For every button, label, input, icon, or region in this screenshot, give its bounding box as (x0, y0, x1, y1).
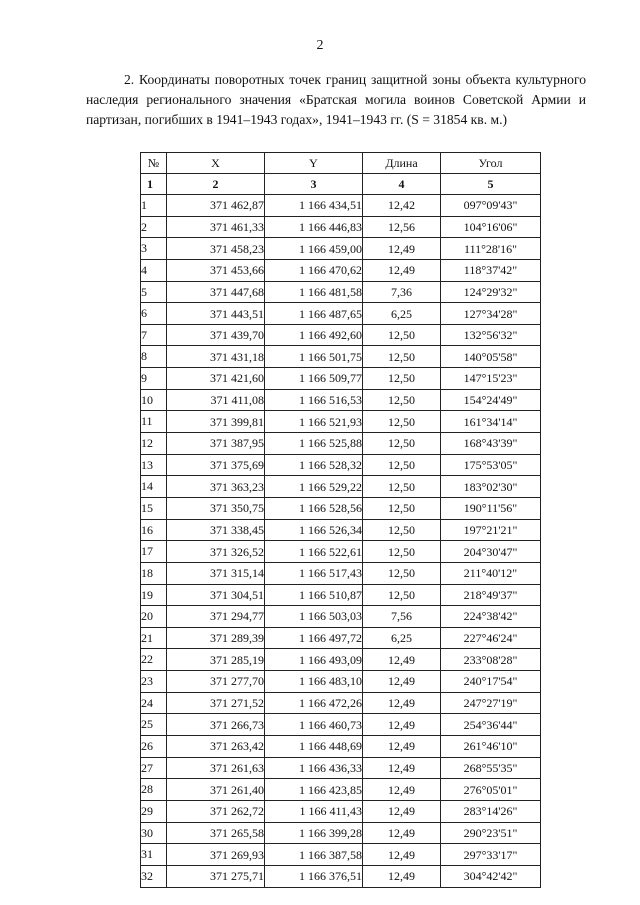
segment-angle: 097°09'43" (441, 195, 541, 217)
table-row (141, 671, 541, 693)
coord-y: 1 166 459,00 (265, 238, 363, 260)
segment-length: 12,50 (363, 476, 441, 498)
table-row (141, 844, 541, 866)
point-number: 16 (141, 519, 167, 541)
header-angle: Угол (441, 153, 541, 174)
table-row (141, 303, 541, 325)
segment-length: 12,49 (363, 238, 441, 260)
coord-x: 371 261,40 (167, 779, 265, 801)
segment-length: 12,50 (363, 433, 441, 455)
coord-x: 371 265,58 (167, 822, 265, 844)
coord-y: 1 166 483,10 (265, 671, 363, 693)
coord-y: 1 166 470,62 (265, 259, 363, 281)
coord-y: 1 166 423,85 (265, 779, 363, 801)
coord-x: 371 431,18 (167, 346, 265, 368)
segment-length: 12,50 (363, 519, 441, 541)
coord-x: 371 461,33 (167, 216, 265, 238)
coord-y: 1 166 497,72 (265, 627, 363, 649)
table-row (141, 584, 541, 606)
coord-x: 371 261,63 (167, 757, 265, 779)
coord-x: 371 289,39 (167, 627, 265, 649)
segment-angle: 127°34'28" (441, 303, 541, 325)
coord-x: 371 304,51 (167, 584, 265, 606)
segment-length: 12,49 (363, 671, 441, 693)
segment-length: 12,50 (363, 541, 441, 563)
segment-angle: 197°21'21" (441, 519, 541, 541)
coord-x: 371 275,71 (167, 865, 265, 887)
table-row (141, 562, 541, 584)
segment-angle: 168°43'39" (441, 433, 541, 455)
segment-length: 7,56 (363, 606, 441, 628)
page-number: 2 (316, 38, 324, 53)
coord-y: 1 166 446,83 (265, 216, 363, 238)
segment-angle: 240°17'54" (441, 671, 541, 693)
coord-x: 371 458,23 (167, 238, 265, 260)
table-row (141, 281, 541, 303)
coord-y: 1 166 503,03 (265, 606, 363, 628)
table-row (141, 800, 541, 822)
table-row (141, 259, 541, 281)
coord-y: 1 166 376,51 (265, 865, 363, 887)
coord-x: 371 263,42 (167, 736, 265, 758)
segment-length: 12,49 (363, 844, 441, 866)
table-row (141, 411, 541, 433)
coord-x: 371 411,08 (167, 389, 265, 411)
table-row (141, 368, 541, 390)
header-y: Y (265, 153, 363, 174)
point-number: 5 (141, 281, 167, 303)
coord-x: 371 315,14 (167, 562, 265, 584)
coord-x: 371 447,68 (167, 281, 265, 303)
coord-y: 1 166 525,88 (265, 433, 363, 455)
column-index: 1 (141, 174, 167, 195)
table-row (141, 216, 541, 238)
table-row (141, 389, 541, 411)
point-number: 25 (141, 714, 167, 736)
coord-y: 1 166 516,53 (265, 389, 363, 411)
segment-length: 12,49 (363, 757, 441, 779)
point-number: 23 (141, 671, 167, 693)
table-row (141, 195, 541, 217)
coord-y: 1 166 411,43 (265, 800, 363, 822)
table-row (141, 346, 541, 368)
table-row (141, 779, 541, 801)
point-number: 2 (141, 216, 167, 238)
point-number: 19 (141, 584, 167, 606)
header-x: X (167, 153, 265, 174)
column-index: 2 (167, 174, 265, 195)
coord-x: 371 421,60 (167, 368, 265, 390)
segment-angle: 147°15'23" (441, 368, 541, 390)
segment-angle: 276°05'01" (441, 779, 541, 801)
segment-length: 12,50 (363, 411, 441, 433)
point-number: 6 (141, 303, 167, 325)
segment-length: 6,25 (363, 627, 441, 649)
coord-x: 371 439,70 (167, 324, 265, 346)
point-number: 1 (141, 195, 167, 217)
coord-y: 1 166 436,33 (265, 757, 363, 779)
coord-y: 1 166 399,28 (265, 822, 363, 844)
segment-angle: 261°46'10" (441, 736, 541, 758)
segment-angle: 132°56'32" (441, 324, 541, 346)
coord-x: 371 350,75 (167, 497, 265, 519)
coord-x: 371 277,70 (167, 671, 265, 693)
table-row (141, 238, 541, 260)
coord-x: 371 262,72 (167, 800, 265, 822)
point-number: 4 (141, 259, 167, 281)
table-row (141, 519, 541, 541)
segment-angle: 297°33'17" (441, 844, 541, 866)
coord-y: 1 166 501,75 (265, 346, 363, 368)
coord-y: 1 166 481,58 (265, 281, 363, 303)
table-row (141, 736, 541, 758)
table-row (141, 649, 541, 671)
point-number: 31 (141, 844, 167, 866)
point-number: 18 (141, 562, 167, 584)
coordinates-table (140, 152, 541, 888)
coord-x: 371 399,81 (167, 411, 265, 433)
segment-length: 12,50 (363, 368, 441, 390)
coord-y: 1 166 509,77 (265, 368, 363, 390)
point-number: 28 (141, 779, 167, 801)
coord-y: 1 166 517,43 (265, 562, 363, 584)
segment-length: 12,49 (363, 714, 441, 736)
segment-angle: 175°53'05" (441, 454, 541, 476)
point-number: 9 (141, 368, 167, 390)
table-row (141, 627, 541, 649)
section-heading: 2. Координаты поворотных точек границ защитной зоны объекта культурного наследия регионального значения «Братская могила воинов Советской Армии и партизан, погибших в 1941–1943 годах», 1941–1943 гг. (S = 31854 кв. м.) (86, 72, 586, 127)
segment-length: 12,49 (363, 779, 441, 801)
column-index: 5 (441, 174, 541, 195)
segment-angle: 218°49'37" (441, 584, 541, 606)
segment-angle: 204°30'47" (441, 541, 541, 563)
segment-length: 12,50 (363, 454, 441, 476)
segment-length: 12,50 (363, 497, 441, 519)
point-number: 12 (141, 433, 167, 455)
segment-length: 7,36 (363, 281, 441, 303)
point-number: 7 (141, 324, 167, 346)
point-number: 21 (141, 627, 167, 649)
segment-length: 12,50 (363, 389, 441, 411)
segment-length: 12,42 (363, 195, 441, 217)
table-row (141, 454, 541, 476)
coord-x: 371 375,69 (167, 454, 265, 476)
table-row (141, 865, 541, 887)
segment-angle: 118°37'42" (441, 259, 541, 281)
point-number: 17 (141, 541, 167, 563)
segment-angle: 224°38'42" (441, 606, 541, 628)
segment-angle: 233°08'28" (441, 649, 541, 671)
segment-angle: 104°16'06" (441, 216, 541, 238)
column-index-row (141, 174, 541, 195)
coord-x: 371 453,66 (167, 259, 265, 281)
coord-y: 1 166 526,34 (265, 519, 363, 541)
segment-angle: 283°14'26" (441, 800, 541, 822)
coord-x: 371 338,45 (167, 519, 265, 541)
table-body (141, 195, 541, 888)
segment-angle: 183°02'30" (441, 476, 541, 498)
segment-length: 12,49 (363, 649, 441, 671)
coord-y: 1 166 487,65 (265, 303, 363, 325)
segment-angle: 290°23'51" (441, 822, 541, 844)
header-number: № (141, 153, 167, 174)
segment-length: 12,56 (363, 216, 441, 238)
point-number: 26 (141, 736, 167, 758)
segment-length: 12,49 (363, 692, 441, 714)
segment-length: 12,49 (363, 736, 441, 758)
column-index: 3 (265, 174, 363, 195)
segment-length: 12,49 (363, 822, 441, 844)
point-number: 10 (141, 389, 167, 411)
segment-angle: 161°34'14" (441, 411, 541, 433)
segment-angle: 227°46'24" (441, 627, 541, 649)
point-number: 24 (141, 692, 167, 714)
coord-y: 1 166 510,87 (265, 584, 363, 606)
point-number: 3 (141, 238, 167, 260)
coord-x: 371 271,52 (167, 692, 265, 714)
segment-angle: 124°29'32" (441, 281, 541, 303)
coord-x: 371 285,19 (167, 649, 265, 671)
table-row (141, 324, 541, 346)
table-row (141, 497, 541, 519)
coord-y: 1 166 387,58 (265, 844, 363, 866)
coord-x: 371 266,73 (167, 714, 265, 736)
table-row (141, 822, 541, 844)
point-number: 32 (141, 865, 167, 887)
point-number: 20 (141, 606, 167, 628)
table-row (141, 757, 541, 779)
point-number: 11 (141, 411, 167, 433)
coord-x: 371 269,93 (167, 844, 265, 866)
point-number: 14 (141, 476, 167, 498)
segment-length: 6,25 (363, 303, 441, 325)
segment-angle: 140°05'58" (441, 346, 541, 368)
table-row (141, 541, 541, 563)
segment-length: 12,49 (363, 800, 441, 822)
point-number: 30 (141, 822, 167, 844)
coord-y: 1 166 460,73 (265, 714, 363, 736)
point-number: 27 (141, 757, 167, 779)
coord-y: 1 166 434,51 (265, 195, 363, 217)
point-number: 8 (141, 346, 167, 368)
table-row (141, 692, 541, 714)
coord-y: 1 166 521,93 (265, 411, 363, 433)
coord-x: 371 326,52 (167, 541, 265, 563)
table-row (141, 433, 541, 455)
coord-y: 1 166 528,32 (265, 454, 363, 476)
segment-angle: 111°28'16" (441, 238, 541, 260)
coord-y: 1 166 493,09 (265, 649, 363, 671)
segment-length: 12,50 (363, 324, 441, 346)
point-number: 13 (141, 454, 167, 476)
point-number: 29 (141, 800, 167, 822)
segment-angle: 190°11'56" (441, 497, 541, 519)
table-row (141, 476, 541, 498)
coord-y: 1 166 529,22 (265, 476, 363, 498)
segment-angle: 304°42'42" (441, 865, 541, 887)
table-header-row (141, 153, 541, 174)
coord-y: 1 166 492,60 (265, 324, 363, 346)
header-length: Длина (363, 153, 441, 174)
coord-x: 371 462,87 (167, 195, 265, 217)
coord-x: 371 443,51 (167, 303, 265, 325)
segment-angle: 211°40'12" (441, 562, 541, 584)
point-number: 22 (141, 649, 167, 671)
segment-angle: 247°27'19" (441, 692, 541, 714)
segment-angle: 154°24'49" (441, 389, 541, 411)
coord-y: 1 166 528,56 (265, 497, 363, 519)
coord-y: 1 166 472,26 (265, 692, 363, 714)
point-number: 15 (141, 497, 167, 519)
segment-length: 12,50 (363, 584, 441, 606)
column-index: 4 (363, 174, 441, 195)
coord-x: 371 363,23 (167, 476, 265, 498)
coord-y: 1 166 448,69 (265, 736, 363, 758)
coord-x: 371 387,95 (167, 433, 265, 455)
segment-angle: 268°55'35" (441, 757, 541, 779)
coord-y: 1 166 522,61 (265, 541, 363, 563)
segment-angle: 254°36'44" (441, 714, 541, 736)
segment-length: 12,49 (363, 865, 441, 887)
coord-x: 371 294,77 (167, 606, 265, 628)
table-row (141, 714, 541, 736)
table-row (141, 606, 541, 628)
segment-length: 12,50 (363, 562, 441, 584)
segment-length: 12,50 (363, 346, 441, 368)
segment-length: 12,49 (363, 259, 441, 281)
